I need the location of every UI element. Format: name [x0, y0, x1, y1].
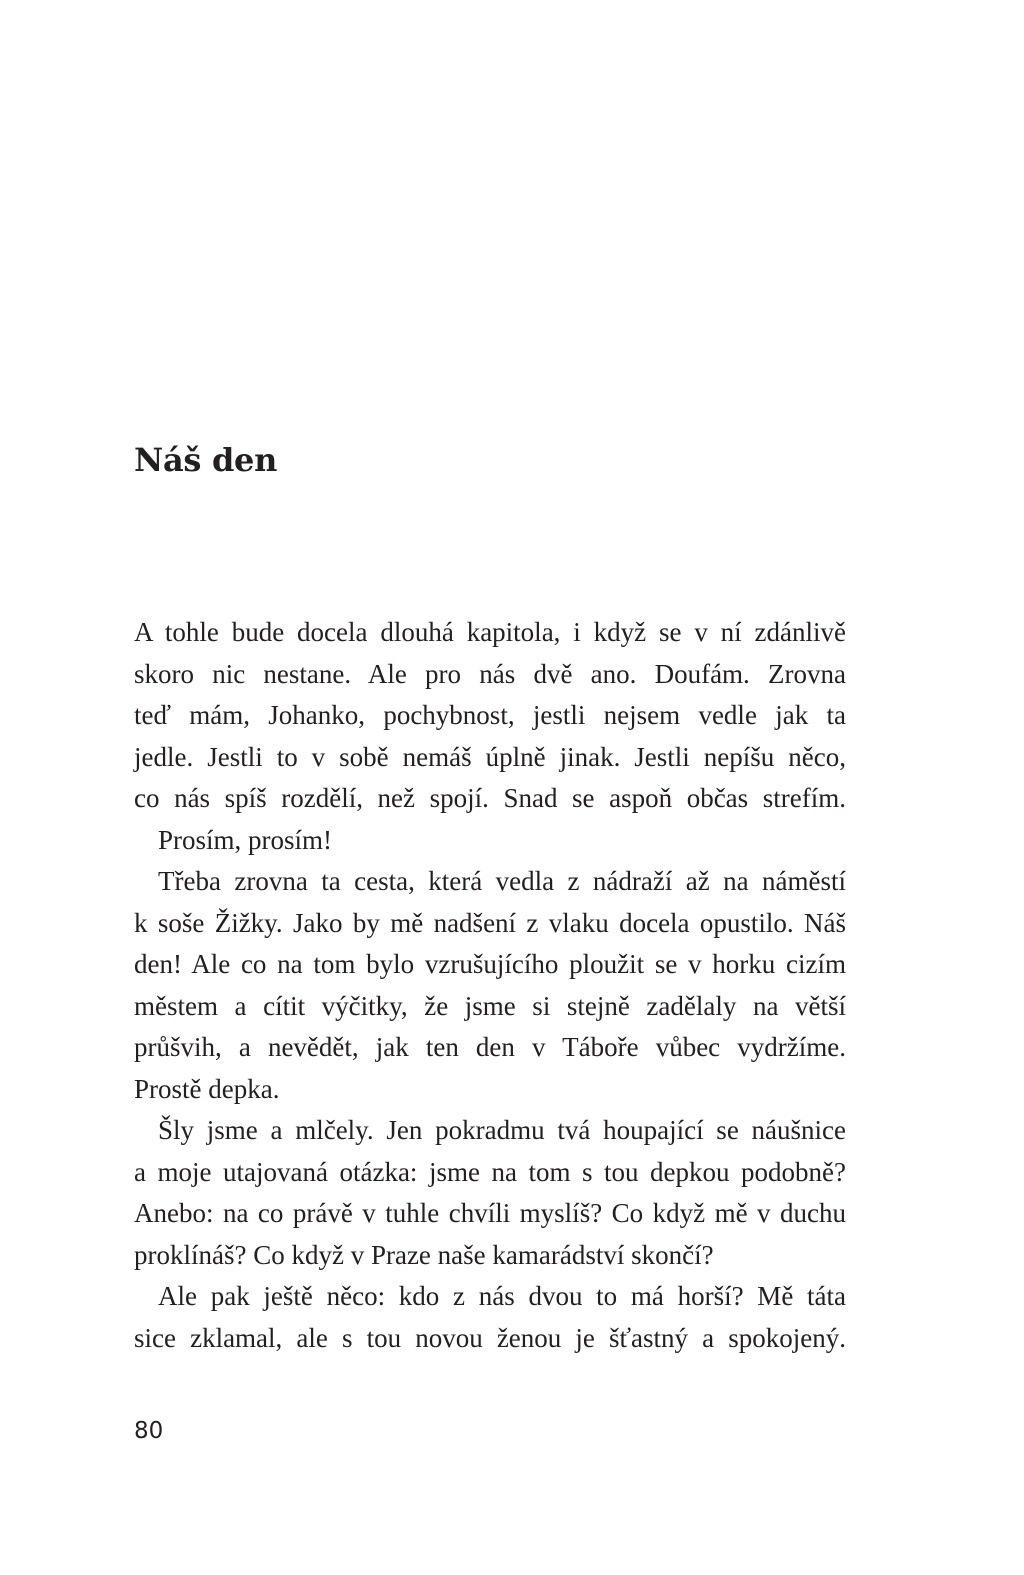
- text-line: městem a cítit výčitky, že jsme si stejně zadělaly na větší: [134, 990, 846, 1021]
- paragraph: [134, 612, 846, 820]
- body-text: [134, 612, 846, 1359]
- page-number: 80: [134, 1418, 164, 1444]
- paragraph: [134, 1276, 846, 1359]
- text-line: Prostě depka.: [134, 1073, 280, 1104]
- text-line: sice zklamal, ale s tou novou ženou je šťastný a spokojený.: [134, 1322, 846, 1353]
- text-line: Anebo: na co právě v tuhle chvíli myslíš? Co když mě v duchu: [134, 1198, 846, 1228]
- text-line: den! Ale co na tom bylo vzrušujícího ploužit se v horku cizím: [134, 949, 846, 979]
- text-line: A tohle bude docela dlouhá kapitola, i když se v ní zdánlivě: [134, 617, 846, 647]
- chapter-title: Náš den: [134, 441, 278, 479]
- text-line: Prosím, prosím!: [158, 824, 333, 855]
- paragraph: [134, 1110, 846, 1276]
- text-line: k soše Žižky. Jako by mě nadšení z vlaku docela opustilo. Náš: [134, 907, 846, 938]
- text-line: Šly jsme a mlčely. Jen pokradmu tvá houpající se náušnice: [158, 1115, 846, 1145]
- text-line: co nás spíš rozdělí, než spojí. Snad se aspoň občas strefím.: [134, 783, 846, 813]
- paragraph: [134, 820, 846, 862]
- text-line: jedle. Jestli to v sobě nemáš úplně jinak. Jestli nepíšu něco,: [134, 741, 846, 772]
- text-line: a moje utajovaná otázka: jsme na tom s tou depkou podobně?: [134, 1156, 846, 1187]
- text-line: Třeba zrovna ta cesta, která vedla z nádraží až na náměstí: [158, 866, 846, 896]
- text-line: teď mám, Johanko, pochybnost, jestli nejsem vedle jak ta: [134, 700, 846, 730]
- text-line: skoro nic nestane. Ale pro nás dvě ano. Doufám. Zrovna: [134, 658, 846, 689]
- text-line: průšvih, a nevědět, jak ten den v Táboře vůbec vydržíme.: [134, 1032, 846, 1062]
- text-line: Ale pak ještě něco: kdo z nás dvou to má horší? Mě táta: [158, 1281, 846, 1311]
- text-line: proklínáš? Co když v Praze naše kamarádství skončí?: [134, 1239, 714, 1270]
- paragraph: [134, 861, 846, 1110]
